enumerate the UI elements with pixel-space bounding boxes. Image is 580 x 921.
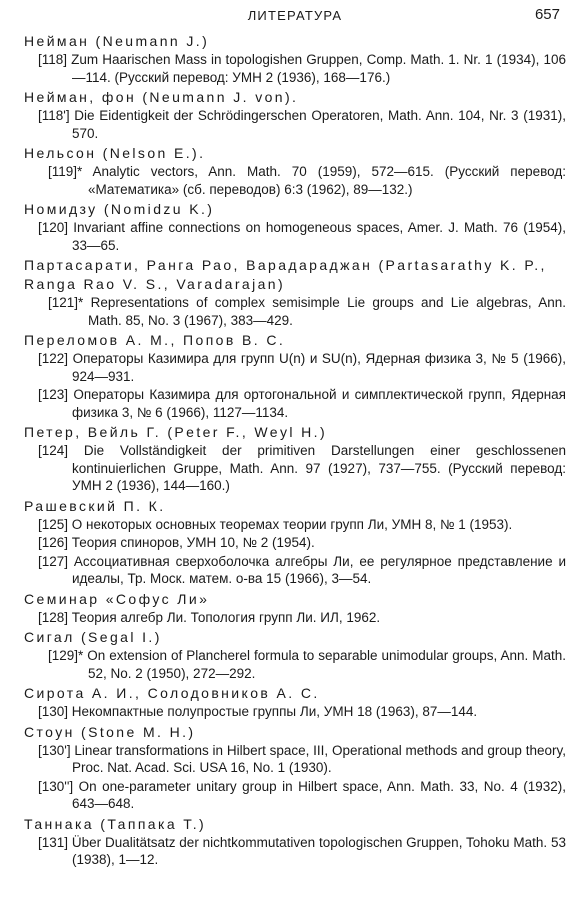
author-heading: Номидзу (Nomidzu K.) <box>24 201 215 217</box>
reference-number: [118] <box>38 52 68 67</box>
reference-number: [127] <box>38 553 69 569</box>
author-heading: Петер, Вейль Г. (Peter F., Weyl H.) <box>24 424 328 440</box>
reference-text: Операторы Казимира для ортогональной и симплектической групп, Ядерная физика 3, № 6 (1966), 1127—1134. <box>72 387 566 420</box>
reference-entry <box>24 442 566 495</box>
reference-entry <box>24 834 566 869</box>
author-heading: Переломов А. М., Попов В. С. <box>24 332 286 348</box>
running-header <box>24 4 566 30</box>
reference-entry <box>24 742 566 777</box>
reference-text: On one-parameter unitary group in Hilbert space, Ann. Math. 33, No. 4 (1932), 643—648. <box>72 778 566 811</box>
reference-number: [118'] <box>38 108 70 123</box>
author-heading: Нельсон (Nelson E.). <box>24 145 206 161</box>
reference-entry <box>24 107 566 142</box>
reference-text: Linear transformations in Hilbert space, III, Operational methods and group theory, Proc. Nat. Acad. Sci. USA 16, No. 1 (1930). <box>72 742 566 775</box>
author-heading: Сигал (Segal I.) <box>24 629 162 645</box>
reference-entry <box>24 534 566 552</box>
reference-number: [130'] <box>38 742 71 758</box>
author-heading: Партасарати, Ранга Рао, Варадараджан (Partasarathy K. P., Ranga Rao V. S., Varadarajan) <box>24 257 547 292</box>
reference-entry <box>24 350 566 385</box>
reference-number: [121]* <box>48 295 84 310</box>
reference-text: Die Eidentigkeit der Schrödingerschen Operatoren, Math. Ann. 104, Nr. 3 (1931), 570. <box>72 108 566 141</box>
reference-entry <box>24 647 566 682</box>
author-heading: Сирота А. И., Солодовников А. С. <box>24 685 320 701</box>
author-heading: Нейман, фон (Neumann J. von). <box>24 89 299 105</box>
reference-entry <box>24 219 566 254</box>
reference-text: Ассоциативная сверхоболочка алгебры Ли, ее регулярное представление и идеалы, Тр. Моск. матем. о-ва 15 (1966), 3—54. <box>72 553 566 586</box>
author-heading: Таннака (Таппака Т.) <box>24 815 207 832</box>
reference-number: [129]* <box>48 648 84 663</box>
author-heading: Семинар «Софус Ли» <box>24 590 210 607</box>
reference-number: [128] <box>38 609 69 625</box>
reference-text: О некоторых основных теоремах теории групп Ли, УМН 8, № 1 (1953). <box>71 516 513 532</box>
reference-entry <box>24 386 566 421</box>
reference-number: [119]* <box>48 164 83 179</box>
reference-number: [122] <box>38 351 69 366</box>
reference-number: [124] <box>38 443 69 458</box>
reference-number: [125] <box>38 516 69 532</box>
reference-text: Analytic vectors, Ann. Math. 70 (1959), 572—615. (Русский перевод: «Математика» (сб. переводов) 6:3 (1962), 89—132.) <box>88 164 566 197</box>
author-heading: Стоун (Stone M. H.) <box>24 723 196 740</box>
reference-number: [130''] <box>38 778 74 794</box>
reference-text: Invariant affine connections on homogeneous spaces, Amer. J. Math. 76 (1954), 33—65. <box>72 220 566 253</box>
reference-number: [120] <box>38 220 69 235</box>
reference-text: Über Dualitätsatz der nichtkommutativen topologischen Gruppen, Tohoku Math. 53 (1938), 1—12. <box>71 834 566 867</box>
reference-text: Zum Haarischen Mass in topologishen Gruppen, Comp. Math. 1. Nr. 1 (1934), 106—114. (Русский перевод: УМН 2 (1936), 168—176.) <box>71 52 566 85</box>
reference-entry <box>24 163 566 198</box>
reference-entry <box>24 294 566 329</box>
reference-entry <box>24 553 566 588</box>
bibliography-list <box>24 32 566 869</box>
reference-entry <box>24 703 566 721</box>
reference-text: Некомпактные полупростые группы Ли, УМН 18 (1963), 87—144. <box>71 704 478 719</box>
reference-text: Representations of complex semisimple Lie groups and Lie algebras, Ann. Math. 85, No. 3 (1967), 383—429. <box>88 295 566 328</box>
reference-text: Операторы Казимира для групп U(n) и SU(n), Ядерная физика 3, № 5 (1966), 924—931. <box>72 351 566 384</box>
header-title: ЛИТЕРАТУРА <box>247 8 343 23</box>
reference-text: Die Vollständigkeit der primitiven Darstellungen einer geschlossenen kontinuierlichen Gruppe, Math. Ann. 97 (1927), 737—755. (Русский перевод: УМН 2 (1936), 144—160.) <box>72 443 566 493</box>
page-number: 657 <box>534 6 560 23</box>
reference-number: [131] <box>38 834 69 850</box>
reference-entry <box>24 778 566 813</box>
author-heading: Рашевский П. К. <box>24 497 166 514</box>
reference-number: [126] <box>38 535 69 550</box>
reference-number: [130] <box>38 704 69 719</box>
reference-entry <box>24 51 566 86</box>
reference-text: On extension of Plancherel formula to separable unimodular groups, Ann. Math. 52, No. 2 (1950), 272—292. <box>87 648 566 681</box>
reference-number: [123] <box>38 387 69 402</box>
reference-entry <box>24 516 566 534</box>
author-heading: Нейман (Neumann J.) <box>24 33 210 49</box>
reference-text: Теория алгебр Ли. Топология групп Ли. ИЛ, 1962. <box>71 609 381 625</box>
reference-text: Теория спиноров, УМН 10, № 2 (1954). <box>71 535 315 550</box>
reference-entry <box>24 609 566 627</box>
